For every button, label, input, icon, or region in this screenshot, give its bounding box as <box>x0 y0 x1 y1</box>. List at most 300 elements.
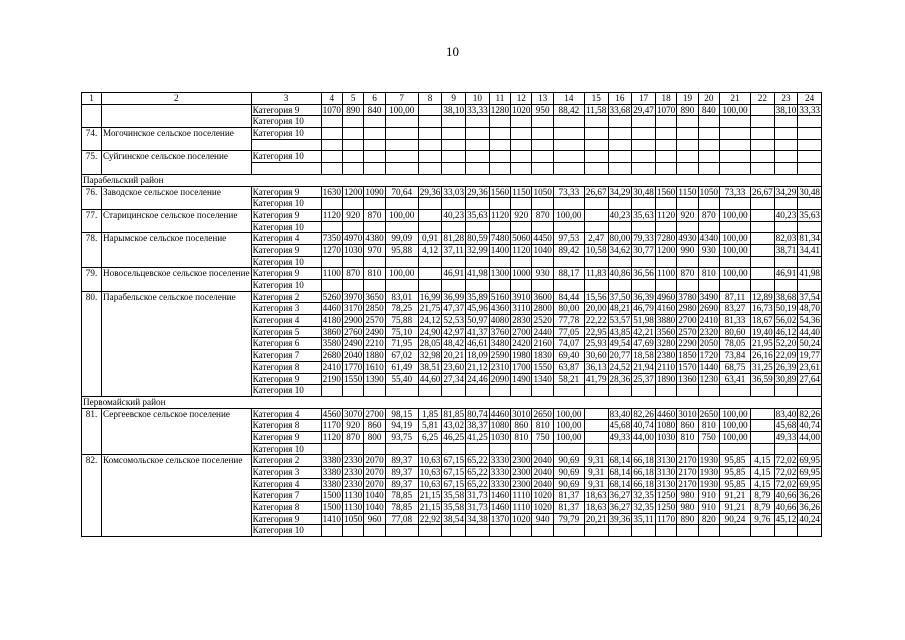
value-cell: 78,85 <box>385 502 418 514</box>
value-cell: 11,83 <box>586 268 607 279</box>
value-cell: 69,95 <box>799 478 821 489</box>
value-cell <box>655 385 676 397</box>
value-cell: 960 <box>364 513 385 525</box>
value-cell: 1100 <box>657 268 676 279</box>
value-cell <box>751 139 775 151</box>
value-cell <box>698 525 719 537</box>
value-cell <box>677 443 698 455</box>
value-cell: 30,48 <box>633 186 654 197</box>
value-cell: 100,00 <box>385 209 418 221</box>
value-cell: 41,98 <box>467 268 488 279</box>
value-cell <box>774 221 798 233</box>
value-cell: 35,11 <box>633 513 654 524</box>
column-header: 24 <box>798 93 822 105</box>
value-cell: 1,85 <box>418 408 442 420</box>
value-cell: 19,77 <box>799 350 821 361</box>
value-cell: 90,69 <box>553 478 584 490</box>
value-cell <box>385 151 418 163</box>
value-cell <box>489 256 510 268</box>
value-cell: 100,00 <box>385 104 418 116</box>
value-cell <box>511 139 532 151</box>
value-cell: 1030 <box>343 244 363 255</box>
value-cell: 72,02 <box>775 467 797 477</box>
value-cell: 44,40 <box>799 326 821 337</box>
settlement-name: Суйгинское сельское поселение <box>102 151 252 174</box>
value-cell <box>608 280 632 292</box>
value-cell: 68,14 <box>609 455 631 466</box>
value-cell: 30,89 <box>775 373 797 384</box>
value-cell: 2330 <box>343 478 363 489</box>
value-cell: 3880 <box>656 315 676 326</box>
settlement-name: Новосельцевское сельское поселение <box>102 268 252 291</box>
value-cell: 3330 <box>490 455 510 466</box>
value-cell <box>442 221 466 233</box>
value-cell <box>418 268 442 280</box>
value-cell: 1200 <box>656 244 676 255</box>
value-cell: 38,71 <box>775 244 797 255</box>
value-cell <box>632 385 656 397</box>
value-cell: 41,79 <box>585 373 607 384</box>
value-cell <box>655 256 676 268</box>
value-cell: 29,47 <box>633 104 654 115</box>
value-cell <box>342 221 363 233</box>
category-cell: Категория 10 <box>251 525 321 537</box>
value-cell: 36,27 <box>609 502 631 513</box>
value-cell <box>442 385 466 397</box>
column-header: 17 <box>632 93 656 105</box>
value-cell <box>364 256 385 268</box>
value-cell: 79,33 <box>633 233 654 244</box>
value-cell: 24,12 <box>419 315 441 326</box>
value-cell <box>720 385 751 397</box>
value-cell <box>584 198 608 210</box>
value-cell: 80,00 <box>609 233 631 244</box>
value-cell: 810 <box>698 420 719 432</box>
value-cell: 2170 <box>678 478 697 489</box>
value-cell: 73,33 <box>553 186 584 198</box>
value-cell: 69,40 <box>553 350 584 362</box>
value-cell <box>511 128 532 140</box>
value-cell <box>632 525 656 537</box>
value-cell <box>751 128 775 140</box>
value-cell <box>774 139 798 151</box>
value-cell <box>751 385 775 397</box>
value-cell <box>385 198 418 210</box>
value-cell <box>532 385 553 397</box>
value-cell <box>553 256 584 268</box>
value-cell: 43,85 <box>609 326 631 337</box>
value-cell <box>677 139 698 151</box>
value-cell: 97,53 <box>553 233 584 245</box>
value-cell: 87,11 <box>720 291 751 303</box>
value-cell: 3130 <box>656 455 676 466</box>
value-cell: 1120 <box>490 209 509 220</box>
value-cell: 36,59 <box>752 373 773 384</box>
value-cell: 3910 <box>512 291 531 302</box>
value-cell: 42,21 <box>633 326 654 337</box>
value-cell: 810 <box>511 431 532 443</box>
value-cell: 1280 <box>490 104 510 115</box>
value-cell: 38,68 <box>775 291 797 302</box>
value-cell <box>720 139 751 151</box>
value-cell <box>511 198 532 210</box>
value-cell <box>418 163 442 175</box>
value-cell <box>677 221 698 233</box>
value-cell: 870 <box>342 268 363 280</box>
value-cell: 83,01 <box>385 291 418 303</box>
value-cell: 45,68 <box>775 420 797 431</box>
value-cell: 1080 <box>490 420 510 431</box>
value-cell <box>385 221 418 233</box>
value-cell: 18,09 <box>467 350 488 361</box>
value-cell: 91,21 <box>720 502 751 514</box>
value-cell: 70,64 <box>385 186 418 198</box>
value-cell: 3480 <box>490 338 510 349</box>
value-cell <box>532 198 553 210</box>
value-cell <box>442 116 466 128</box>
value-cell: 810 <box>364 268 385 280</box>
value-cell <box>466 256 490 268</box>
column-header: 16 <box>608 93 632 105</box>
value-cell: 2210 <box>365 338 384 349</box>
value-cell: 89,37 <box>385 455 418 467</box>
value-cell: 51,98 <box>633 315 654 326</box>
value-cell: 840 <box>698 104 719 116</box>
value-cell: 4,12 <box>418 244 442 256</box>
value-cell: 68,75 <box>720 361 751 373</box>
value-cell <box>698 280 719 292</box>
value-cell: 100,00 <box>553 408 584 420</box>
value-cell: 2040 <box>533 455 552 466</box>
value-cell <box>364 443 385 455</box>
value-cell: 4,15 <box>751 478 775 490</box>
value-cell <box>720 163 751 175</box>
column-header: 12 <box>511 93 532 105</box>
value-cell: 1020 <box>533 502 552 513</box>
settlement-name <box>102 104 252 127</box>
value-cell <box>466 443 490 455</box>
value-cell: 79,79 <box>553 513 584 525</box>
value-cell: 2160 <box>533 338 552 349</box>
value-cell <box>553 443 584 455</box>
value-cell: 2690 <box>699 303 718 314</box>
value-cell <box>655 198 676 210</box>
value-cell <box>774 116 798 128</box>
value-cell <box>532 128 553 140</box>
value-cell: 2700 <box>678 315 697 326</box>
category-cell: Категория 9 <box>251 268 321 280</box>
data-table <box>81 92 822 537</box>
value-cell <box>385 128 418 140</box>
value-cell: 910 <box>698 502 719 514</box>
value-cell: 2320 <box>699 326 718 337</box>
value-cell: 2090 <box>490 373 510 384</box>
value-cell: 46,61 <box>467 338 488 349</box>
value-cell: 67,02 <box>385 350 418 362</box>
value-cell: 22,09 <box>775 350 797 361</box>
value-cell <box>751 116 775 128</box>
value-cell: 84,44 <box>553 291 584 303</box>
value-cell <box>632 116 656 128</box>
column-header: 6 <box>364 93 385 105</box>
value-cell: 100,00 <box>553 431 584 443</box>
category-cell: Категория 7 <box>251 350 321 362</box>
value-cell <box>655 443 676 455</box>
value-cell <box>720 221 751 233</box>
value-cell <box>553 280 584 292</box>
value-cell <box>774 128 798 140</box>
value-cell: 1090 <box>365 186 384 197</box>
value-cell: 74,07 <box>553 338 584 350</box>
column-header: 21 <box>720 93 751 105</box>
value-cell: 27,34 <box>443 373 465 384</box>
value-cell <box>385 443 418 455</box>
value-cell: 50,24 <box>799 338 821 349</box>
value-cell: 36,26 <box>799 490 821 501</box>
value-cell: 22,22 <box>585 315 607 326</box>
value-cell <box>342 128 363 140</box>
value-cell: 24,46 <box>467 373 488 384</box>
value-cell <box>385 139 418 151</box>
value-cell: 66,18 <box>633 467 654 477</box>
value-cell: 5060 <box>512 233 531 244</box>
value-cell: 26,16 <box>752 350 773 361</box>
category-cell: Категория 10 <box>251 116 321 128</box>
value-cell: 73,84 <box>720 350 751 362</box>
value-cell: 48,21 <box>609 303 631 314</box>
value-cell <box>608 256 632 268</box>
value-cell: 40,23 <box>775 209 797 220</box>
value-cell: 4560 <box>322 408 341 419</box>
value-cell: 3130 <box>656 467 676 477</box>
value-cell: 1110 <box>512 502 531 513</box>
value-cell <box>632 128 656 140</box>
value-cell <box>532 151 553 163</box>
value-cell: 1390 <box>365 373 384 384</box>
value-cell: 4180 <box>322 315 341 326</box>
value-cell: 2300 <box>512 478 531 489</box>
value-cell: 31,25 <box>752 361 773 372</box>
value-cell: 1170 <box>322 420 341 431</box>
value-cell <box>321 163 342 175</box>
value-cell: 21,15 <box>419 490 441 501</box>
value-cell <box>364 151 385 163</box>
value-cell <box>677 385 698 397</box>
value-cell <box>418 128 442 140</box>
table-row <box>82 408 822 420</box>
value-cell: 2490 <box>343 338 363 349</box>
value-cell <box>774 280 798 292</box>
value-cell: 1770 <box>343 361 363 372</box>
value-cell <box>511 385 532 397</box>
value-cell <box>489 385 510 397</box>
value-cell: 1460 <box>490 490 510 501</box>
value-cell: 36,39 <box>633 291 654 302</box>
value-cell: 5260 <box>322 291 341 302</box>
value-cell: 63,41 <box>720 373 751 385</box>
value-cell <box>698 443 719 455</box>
value-cell: 4340 <box>699 233 718 244</box>
value-cell: 83,40 <box>609 408 631 419</box>
value-cell <box>342 256 363 268</box>
value-cell: 67,15 <box>443 478 465 489</box>
value-cell: 9,76 <box>751 513 775 525</box>
value-cell: 9,31 <box>584 478 608 490</box>
value-cell: 1830 <box>533 350 552 361</box>
value-cell: 28,36 <box>609 373 631 384</box>
value-cell <box>489 280 510 292</box>
value-cell <box>584 280 608 292</box>
value-cell: 800 <box>364 431 385 443</box>
value-cell <box>321 128 342 140</box>
value-cell: 2520 <box>533 315 552 326</box>
column-header: 15 <box>584 93 608 105</box>
category-cell: Категория 10 <box>251 280 321 292</box>
value-cell: 35,63 <box>799 209 821 220</box>
value-cell: 81,37 <box>553 502 584 514</box>
column-header: 5 <box>342 93 363 105</box>
value-cell: 2650 <box>699 408 718 419</box>
value-cell <box>720 443 751 455</box>
category-cell: Категория 10 <box>251 443 321 455</box>
value-cell: 78,05 <box>720 338 751 350</box>
header-row <box>82 93 822 105</box>
value-cell <box>532 443 553 455</box>
value-cell: 920 <box>342 209 363 221</box>
value-cell: 33,33 <box>799 104 821 115</box>
value-cell: 69,95 <box>799 467 821 477</box>
value-cell <box>584 525 608 537</box>
value-cell: 29,36 <box>419 186 441 197</box>
value-cell: 4460 <box>490 408 510 419</box>
category-cell: Категория 4 <box>251 233 321 245</box>
value-cell: 750 <box>532 431 553 443</box>
value-cell: 25,93 <box>585 338 607 349</box>
value-cell: 3070 <box>343 408 363 419</box>
value-cell <box>442 139 466 151</box>
value-cell: 4970 <box>343 233 363 244</box>
value-cell: 910 <box>698 490 719 502</box>
value-cell: 37,50 <box>609 291 631 302</box>
value-cell <box>511 256 532 268</box>
value-cell: 1170 <box>657 513 676 524</box>
category-cell: Категория 8 <box>251 420 321 432</box>
value-cell: 55,40 <box>385 373 418 385</box>
value-cell: 2590 <box>490 350 510 361</box>
value-cell <box>751 256 775 268</box>
value-cell: 45,12 <box>775 513 797 524</box>
value-cell <box>489 128 510 140</box>
value-cell: 920 <box>342 420 363 432</box>
value-cell <box>532 139 553 151</box>
value-cell <box>321 280 342 292</box>
value-cell: 24,52 <box>609 361 631 372</box>
value-cell: 73,33 <box>720 186 751 198</box>
value-cell: 46,25 <box>443 431 465 442</box>
value-cell <box>632 163 656 175</box>
value-cell: 1370 <box>490 513 510 524</box>
category-cell: Категория 9 <box>251 244 321 256</box>
category-cell: Категория 10 <box>251 151 321 163</box>
value-cell: 82,26 <box>633 408 654 419</box>
value-cell <box>553 163 584 175</box>
value-cell <box>466 385 490 397</box>
value-cell <box>511 116 532 128</box>
value-cell <box>364 128 385 140</box>
category-cell: Категория 6 <box>251 338 321 350</box>
value-cell: 2900 <box>343 315 363 326</box>
value-cell: 35,89 <box>467 291 488 302</box>
value-cell <box>751 420 775 432</box>
value-cell <box>720 198 751 210</box>
value-cell <box>442 256 466 268</box>
value-cell: 89,37 <box>385 467 418 479</box>
value-cell <box>364 385 385 397</box>
value-cell <box>489 221 510 233</box>
value-cell <box>418 221 442 233</box>
district-row <box>82 396 822 408</box>
value-cell <box>584 139 608 151</box>
value-cell: 1120 <box>322 209 341 220</box>
value-cell: 38,37 <box>467 420 488 431</box>
value-cell: 72,02 <box>775 455 797 466</box>
value-cell: 75,88 <box>385 315 418 327</box>
value-cell <box>489 116 510 128</box>
value-cell: 890 <box>677 513 698 525</box>
value-cell: 870 <box>364 209 385 221</box>
value-cell <box>632 443 656 455</box>
value-cell: 1130 <box>344 490 363 501</box>
value-cell: 30,60 <box>585 350 607 361</box>
value-cell: 0,91 <box>418 233 442 245</box>
value-cell: 71,95 <box>385 338 418 350</box>
value-cell <box>532 116 553 128</box>
value-cell: 4960 <box>656 291 676 302</box>
value-cell: 1850 <box>678 350 697 361</box>
value-cell: 100,00 <box>553 420 584 432</box>
value-cell: 22,92 <box>419 513 441 524</box>
value-cell <box>553 116 584 128</box>
value-cell: 4930 <box>678 233 697 244</box>
value-cell <box>751 209 775 221</box>
value-cell <box>584 420 608 432</box>
settlement-name: Заводское сельское поселение <box>102 186 252 209</box>
value-cell <box>442 128 466 140</box>
settlement-name: Старицинское сельское поселение <box>102 209 252 232</box>
value-cell: 1020 <box>533 490 552 501</box>
value-cell: 20,77 <box>609 350 631 361</box>
value-cell: 1610 <box>365 361 384 372</box>
value-cell <box>342 385 363 397</box>
value-cell: 1360 <box>678 373 697 384</box>
value-cell <box>608 128 632 140</box>
value-cell <box>321 221 342 233</box>
value-cell <box>655 163 676 175</box>
value-cell: 10,63 <box>419 467 441 477</box>
value-cell: 41,98 <box>799 268 821 279</box>
value-cell: 1030 <box>656 431 676 442</box>
value-cell: 52,53 <box>443 315 465 326</box>
value-cell: 2170 <box>678 455 697 466</box>
value-cell <box>677 116 698 128</box>
value-cell: 7280 <box>656 233 676 244</box>
entry-number <box>82 104 102 127</box>
value-cell: 1410 <box>322 513 341 524</box>
value-cell: 1930 <box>699 467 718 477</box>
category-cell: Категория 10 <box>251 198 321 210</box>
value-cell <box>321 198 342 210</box>
value-cell <box>677 151 698 163</box>
